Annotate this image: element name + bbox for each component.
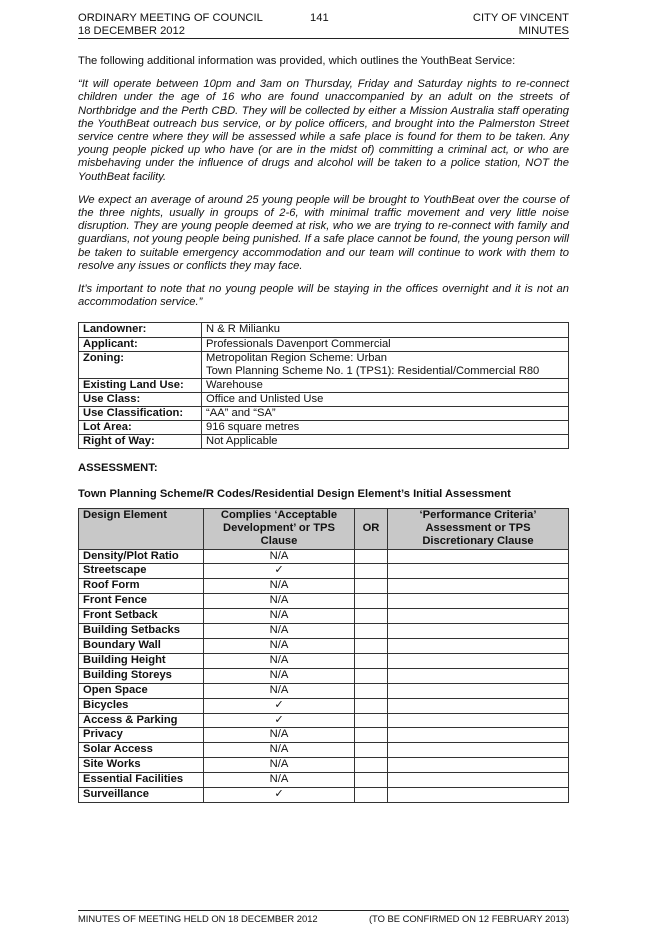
performance-value xyxy=(388,668,569,683)
info-key: Use Classification: xyxy=(79,407,202,421)
info-value xyxy=(202,378,569,392)
info-value-line: 916 square metres xyxy=(206,421,300,434)
or-cell xyxy=(355,624,388,639)
complies-value: ✓ xyxy=(204,788,355,803)
quote-paragraph: It’s important to note that no young people will be staying in the offices overnight and it is not an accommodation service.” xyxy=(78,283,569,309)
assessment-heading: ASSESSMENT: xyxy=(78,462,158,475)
info-key: Existing Land Use: xyxy=(79,378,202,392)
header-left xyxy=(78,12,263,38)
design-element-name: Solar Access xyxy=(79,743,204,758)
info-value xyxy=(202,392,569,406)
info-value-line: “AA” and “SA” xyxy=(206,407,276,420)
organisation-name: CITY OF VINCENT xyxy=(472,12,569,24)
complies-value: N/A xyxy=(204,728,355,743)
complies-value: N/A xyxy=(204,773,355,788)
info-value xyxy=(202,323,569,337)
performance-value xyxy=(388,639,569,654)
design-element-name: Site Works xyxy=(79,758,204,773)
or-cell xyxy=(355,743,388,758)
design-element-row xyxy=(79,579,569,594)
design-element-row xyxy=(79,668,569,683)
design-element-row xyxy=(79,728,569,743)
or-cell xyxy=(355,549,388,564)
page-header xyxy=(78,10,569,39)
info-value-line: N & R Milianku xyxy=(206,323,280,336)
info-row xyxy=(79,323,569,337)
design-element-row xyxy=(79,743,569,758)
header-right xyxy=(473,12,569,38)
info-row xyxy=(79,392,569,406)
design-element-row xyxy=(79,624,569,639)
or-cell xyxy=(355,698,388,713)
design-element-name: Open Space xyxy=(79,683,204,698)
info-row xyxy=(79,378,569,392)
info-key: Right of Way: xyxy=(79,435,202,449)
info-row xyxy=(79,407,569,421)
complies-value: ✓ xyxy=(204,713,355,728)
or-cell xyxy=(355,713,388,728)
complies-value: N/A xyxy=(204,594,355,609)
page-footer xyxy=(78,910,569,924)
info-row xyxy=(79,351,569,378)
design-element-name: Privacy xyxy=(79,728,204,743)
complies-value: N/A xyxy=(204,683,355,698)
info-row xyxy=(79,337,569,351)
design-element-row xyxy=(79,773,569,788)
design-element-table xyxy=(78,508,569,803)
meeting-date: 18 DECEMBER 2012 xyxy=(78,25,185,37)
design-element-name: Essential Facilities xyxy=(79,773,204,788)
design-element-name: Access & Parking xyxy=(79,713,204,728)
design-element-name: Density/Plot Ratio xyxy=(79,549,204,564)
design-element-row xyxy=(79,639,569,654)
info-key: Landowner: xyxy=(79,323,202,337)
performance-value xyxy=(388,594,569,609)
info-value xyxy=(202,421,569,435)
performance-value xyxy=(388,728,569,743)
or-cell xyxy=(355,758,388,773)
design-element-row xyxy=(79,713,569,728)
complies-value: N/A xyxy=(204,653,355,668)
design-element-name: Streetscape xyxy=(79,564,204,579)
header-complies: Complies ‘Acceptable Development’ or TPS Clause xyxy=(204,509,355,549)
or-cell xyxy=(355,683,388,698)
complies-value: ✓ xyxy=(204,698,355,713)
header-performance: ‘Performance Criteria’ Assessment or TPS Discretionary Clause xyxy=(388,509,569,549)
info-value xyxy=(202,435,569,449)
complies-value: N/A xyxy=(204,743,355,758)
complies-value: N/A xyxy=(204,639,355,654)
info-key: Use Class: xyxy=(79,392,202,406)
complies-value: N/A xyxy=(204,579,355,594)
design-element-name: Bicycles xyxy=(79,698,204,713)
design-element-name: Building Storeys xyxy=(79,668,204,683)
or-cell xyxy=(355,773,388,788)
info-row xyxy=(79,435,569,449)
or-cell xyxy=(355,639,388,654)
intro-paragraph: The following additional information was provided, which outlines the YouthBeat Service: xyxy=(78,55,516,67)
design-element-name: Building Height xyxy=(79,653,204,668)
info-value xyxy=(202,337,569,351)
design-table-header-row xyxy=(79,509,569,549)
info-value-line: Professionals Davenport Commercial xyxy=(206,337,391,350)
complies-value: N/A xyxy=(204,624,355,639)
document-type: MINUTES xyxy=(518,25,569,37)
footer-right: (TO BE CONFIRMED ON 12 FEBRUARY 2013) xyxy=(368,913,569,924)
info-value-line: Warehouse xyxy=(206,378,263,391)
design-element-name: Boundary Wall xyxy=(79,639,204,654)
performance-value xyxy=(388,549,569,564)
or-cell xyxy=(355,788,388,803)
info-value-line: Town Planning Scheme No. 1 (TPS1): Residential/Commercial R80 xyxy=(206,364,540,377)
design-element-row xyxy=(79,594,569,609)
design-element-name: Roof Form xyxy=(79,579,204,594)
design-element-row xyxy=(79,788,569,803)
info-row xyxy=(79,421,569,435)
header-or: OR xyxy=(355,509,388,549)
performance-value xyxy=(388,743,569,758)
performance-value xyxy=(388,773,569,788)
design-element-name: Surveillance xyxy=(79,788,204,803)
design-element-row xyxy=(79,758,569,773)
design-element-row xyxy=(79,549,569,564)
or-cell xyxy=(355,728,388,743)
performance-value xyxy=(388,713,569,728)
performance-value xyxy=(388,653,569,668)
property-info-table xyxy=(78,322,569,449)
info-value xyxy=(202,351,569,378)
quote-paragraph: “It will operate between 10pm and 3am on Thursday, Friday and Saturday nights to re-connect children under the age of 16 who are found unaccompanied by an adult on the streets of Northbridge and the Perth CBD. They will be collected by either a Mission Australia staff operating the YouthBeat outreach bus service, or by police officers, and brought into the Palmerston Street service centre where they will be assessed while a safe place is found for them to be taken. Any young people picked up who have (or are in the midst of) committing a criminal act, or who are misbehaving under the influence of drugs and alcohol will be taken to a police station, NOT the YouthBeat facility. xyxy=(78,78,569,183)
info-value xyxy=(202,407,569,421)
performance-value xyxy=(388,788,569,803)
performance-value xyxy=(388,698,569,713)
info-value-line: Not Applicable xyxy=(206,435,278,448)
or-cell xyxy=(355,579,388,594)
document-page xyxy=(78,10,569,803)
footer-left: MINUTES OF MEETING HELD ON 18 DECEMBER 2012 xyxy=(78,913,318,924)
or-cell xyxy=(355,668,388,683)
assessment-subheading: Town Planning Scheme/R Codes/Residential Design Element’s Initial Assessment xyxy=(78,488,511,501)
design-element-row xyxy=(79,698,569,713)
design-element-row xyxy=(79,564,569,579)
design-element-name: Building Setbacks xyxy=(79,624,204,639)
quote-paragraph: We expect an average of around 25 young people will be brought to YouthBeat over the course of the three nights, usually in groups of 2-6, with minimal traffic movement and very little noise disruption. They are young people deemed at risk, who we are trying to re-connect with family and guardians, not young people being punished. If a safe place cannot be found, the young person will be taken to suitable emergency accommodation and our team will continue to work with them to resolve any issues or conflicts they may face. xyxy=(78,193,569,272)
complies-value: N/A xyxy=(204,609,355,624)
header-design-element: Design Element xyxy=(79,509,204,549)
design-element-row xyxy=(79,653,569,668)
performance-value xyxy=(388,564,569,579)
info-value-line: Metropolitan Region Scheme: Urban xyxy=(206,351,387,364)
complies-value: N/A xyxy=(204,758,355,773)
performance-value xyxy=(388,624,569,639)
info-key: Zoning: xyxy=(79,351,202,378)
or-cell xyxy=(355,564,388,579)
complies-value: N/A xyxy=(204,668,355,683)
or-cell xyxy=(355,594,388,609)
design-element-row xyxy=(79,683,569,698)
info-value-line: Office and Unlisted Use xyxy=(206,392,324,405)
performance-value xyxy=(388,609,569,624)
or-cell xyxy=(355,609,388,624)
complies-value: ✓ xyxy=(204,564,355,579)
design-element-name: Front Fence xyxy=(79,594,204,609)
meeting-title: ORDINARY MEETING OF COUNCIL xyxy=(78,12,263,24)
performance-value xyxy=(388,758,569,773)
page-number: 141 xyxy=(310,12,329,24)
performance-value xyxy=(388,579,569,594)
or-cell xyxy=(355,653,388,668)
design-element-name: Front Setback xyxy=(79,609,204,624)
performance-value xyxy=(388,683,569,698)
info-key: Lot Area: xyxy=(79,421,202,435)
info-key: Applicant: xyxy=(79,337,202,351)
complies-value: N/A xyxy=(204,549,355,564)
design-element-row xyxy=(79,609,569,624)
